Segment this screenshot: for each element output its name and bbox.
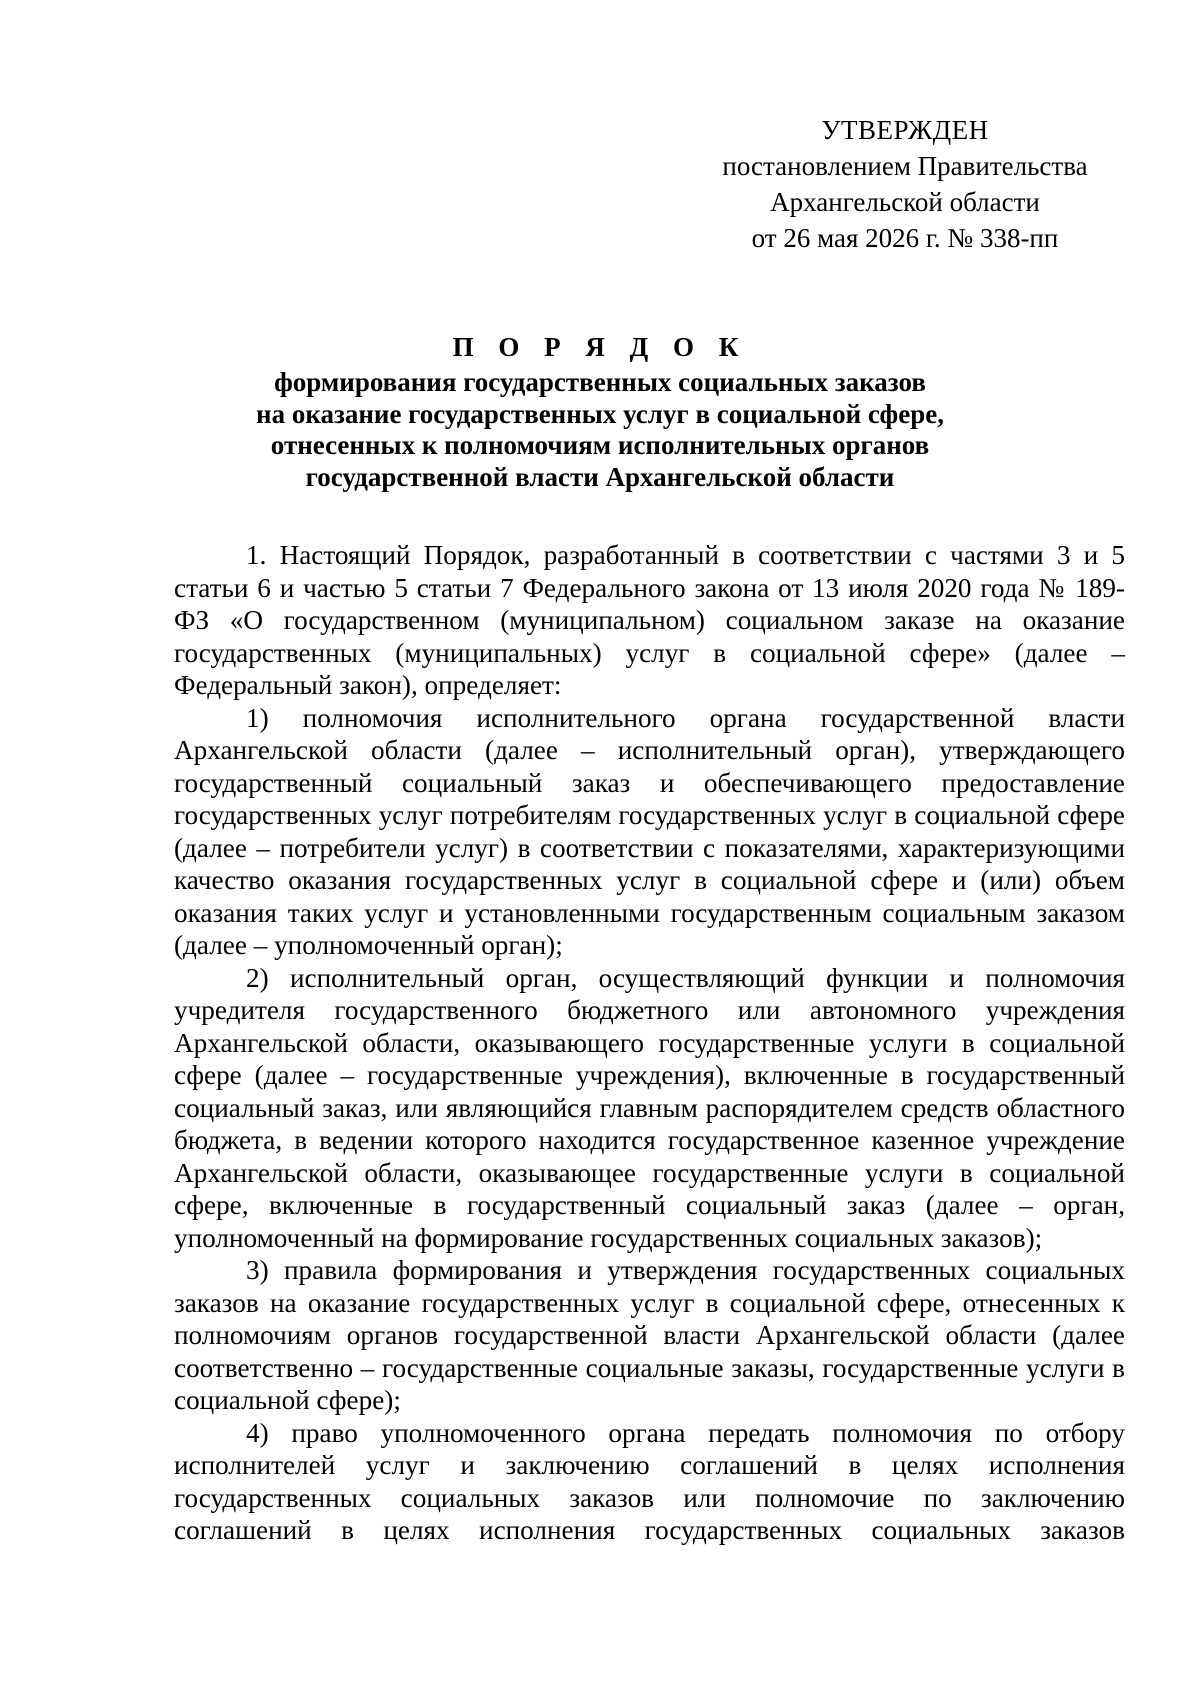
- title-line-4: государственной власти Архангельской области: [305, 461, 895, 492]
- approval-line-2: Архангельской области: [770, 187, 1040, 217]
- paragraph-item-3: 3) правила формирования и утверждения государственных социальных заказов на оказание государственных услуг в социальной сфере, отнесенных к полномочиям органов государственной власти Архангельской области (далее соответственно – государственные социальные заказы, государственные услуги в социальной сфере);: [174, 1255, 1125, 1415]
- title-line-3: отнесенных к полномочиям исполнительных органов: [270, 430, 930, 460]
- document-body: [174, 539, 1125, 1547]
- paragraph-item-2: 2) исполнительный орган, осуществляющий функции и полномочия учредителя государственного бюджетного или автономного учреждения Архангельской области, оказывающего государственные услуги в социальной сфере (далее – государственные учреждения), включенные в государственный социальный заказ, или являющийся главным распорядителем средств областного бюджета, в ведении которого находится государственное казенное учреждение Архангельской области, оказывающее государственные услуги в социальной сфере, включенные в государственный социальный заказ (далее – орган, уполномоченный на формирование государственных социальных заказов);: [174, 962, 1125, 1253]
- approval-line-1: постановлением Правительства: [722, 151, 1088, 181]
- paragraph-1: 1. Настоящий Порядок, разработанный в соответствии с частями 3 и 5 статьи 6 и частью 5 статьи 7 Федерального закона от 13 июля 2020 года № 189-ФЗ «О государственном (муниципальном) социальном заказе на оказание государственных (муниципальных) услуг в социальной сфере» (далее – Федеральный закон), определяет:: [174, 540, 1125, 700]
- approval-line-3: от 26 мая 2026 г. № 338-пп: [751, 223, 1059, 253]
- title-line-1: формирования государственных социальных заказов: [274, 367, 926, 397]
- approval-stamp-block: [690, 112, 1120, 256]
- document-title: [150, 327, 1050, 493]
- paragraph-item-4: 4) право уполномоченного органа передать полномочия по отбору исполнителей услуг и заключению соглашений в целях исполнения государственных социальных заказов или полномочие по заключению соглашений в целях исполнения государственных социальных заказов: [174, 1417, 1125, 1545]
- title-heading: П О Р Я Д О К: [452, 332, 748, 362]
- title-line-2: на оказание государственных услуг в социальной сфере,: [256, 398, 944, 429]
- approval-status: УТВЕРЖДЕН: [821, 115, 989, 145]
- paragraph-item-1: 1) полномочия исполнительного органа государственной власти Архангельской области (далее – исполнительный орган), утверждающего государственный социальный заказ и обеспечивающего предоставление государственных услуг потребителям государственных услуг в социальной сфере (далее – потребители услуг) в соответствии с показателями, характеризующими качество оказания государственных услуг в социальной сфере и (или) объем оказания таких услуг и установленными государственным социальным заказом (далее – уполномоченный орган);: [174, 702, 1125, 960]
